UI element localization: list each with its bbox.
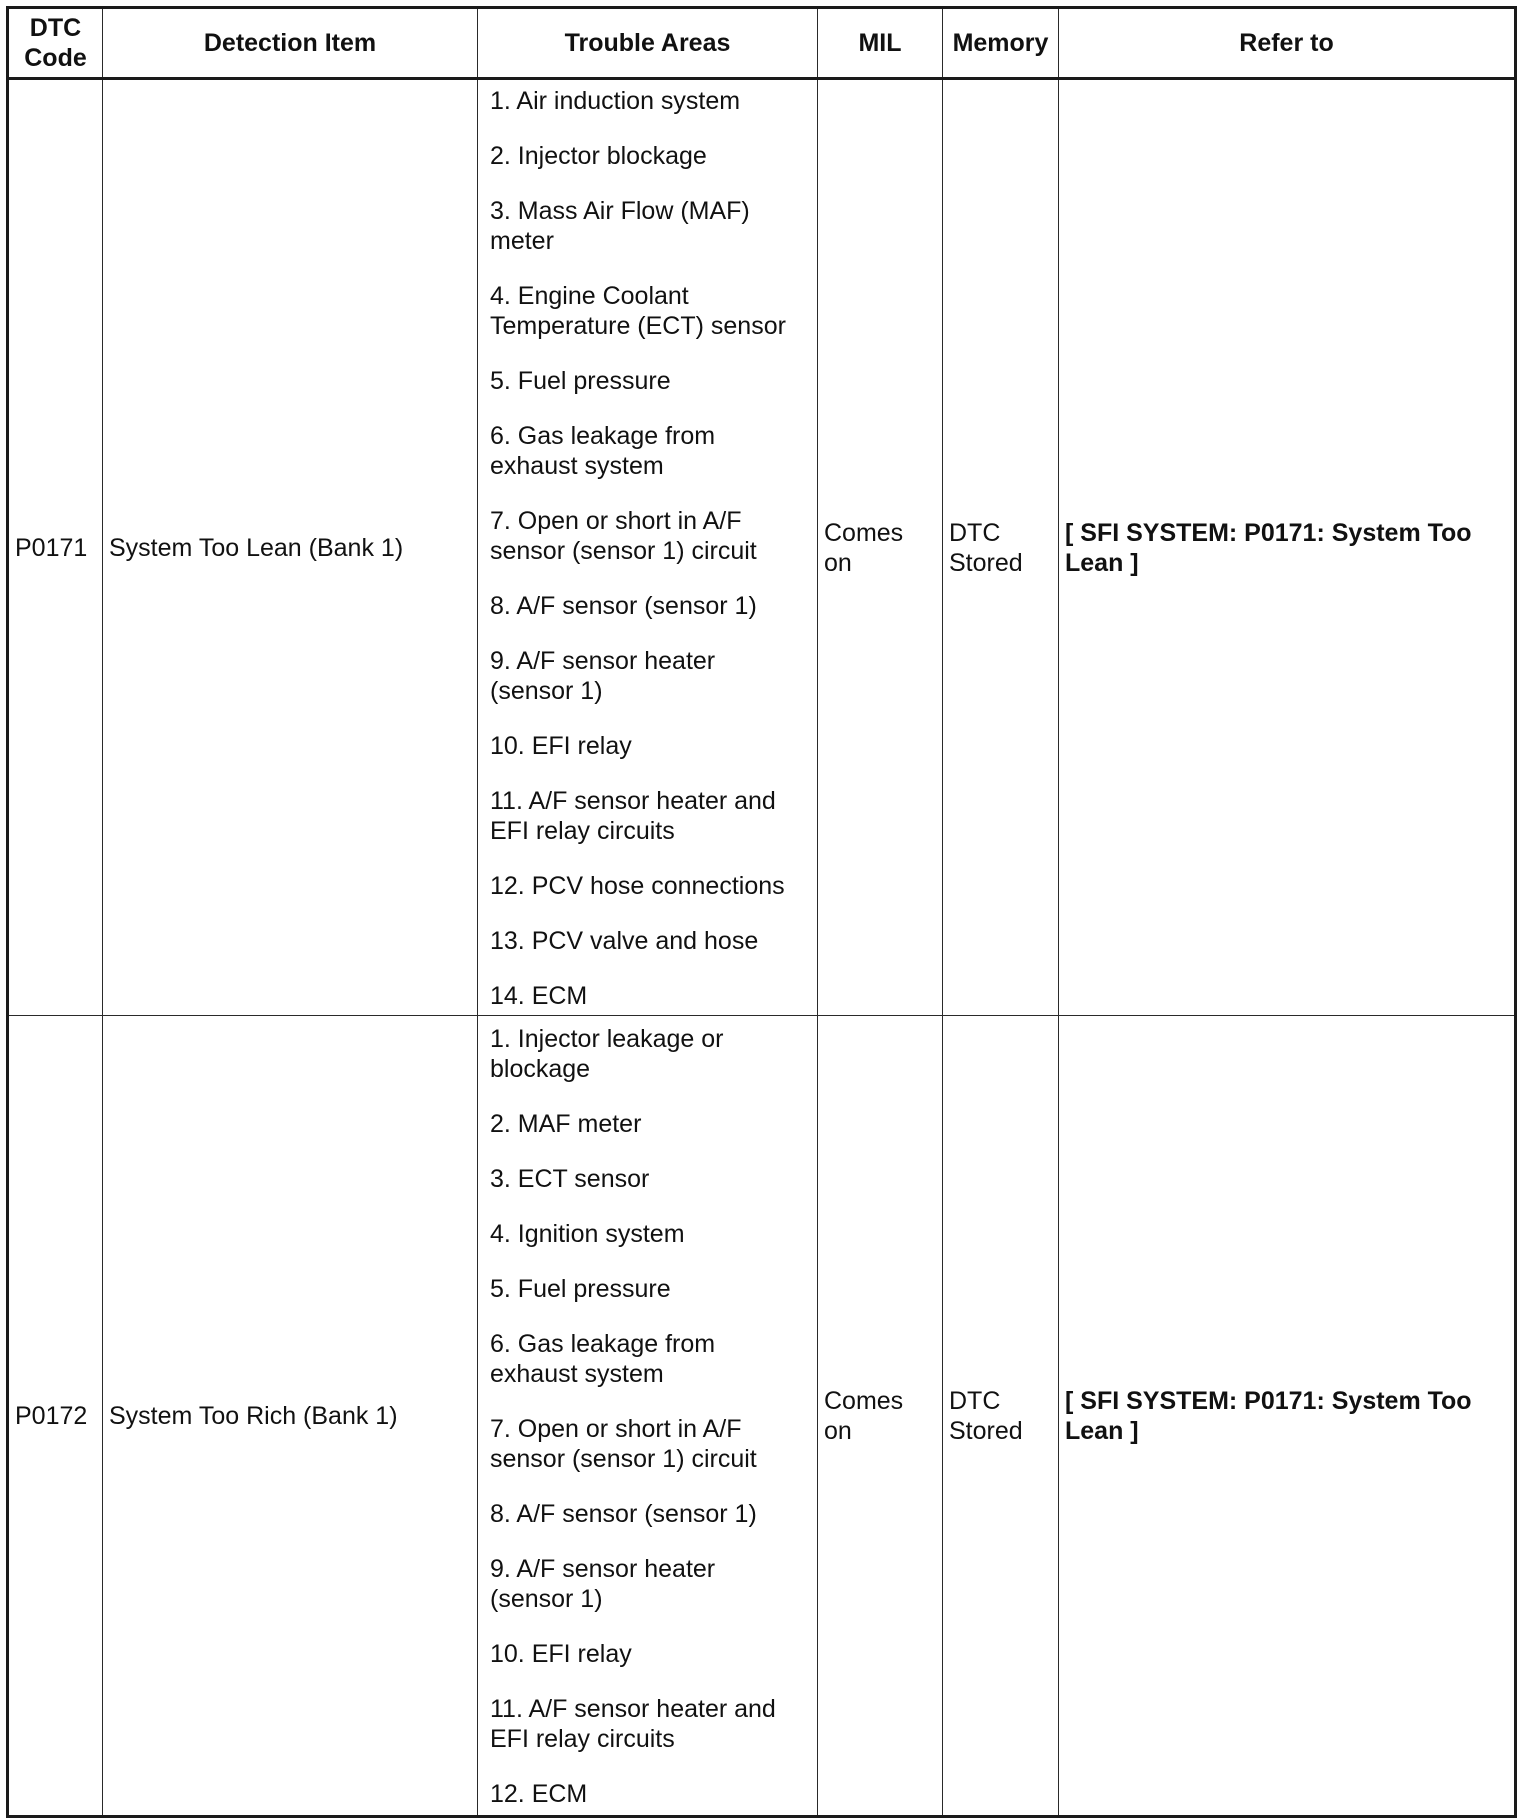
mil-cell: Comes on bbox=[818, 1016, 943, 1817]
trouble-area-item: 1. Injector leakage or blockage bbox=[490, 1024, 724, 1083]
header-row bbox=[8, 8, 1516, 79]
trouble-area-item: 4. Ignition system bbox=[490, 1219, 685, 1248]
header-refer-to: Refer to bbox=[1059, 8, 1516, 79]
trouble-area-item: 2. Injector blockage bbox=[490, 142, 707, 170]
trouble-area-item: 10. EFI relay bbox=[490, 1639, 632, 1668]
trouble-area-item: 8. A/F sensor (sensor 1) bbox=[490, 592, 757, 620]
mil-cell: Comes on bbox=[818, 79, 943, 1016]
trouble-areas-cell bbox=[478, 1016, 818, 1817]
trouble-area-item: 12. ECM bbox=[490, 1779, 588, 1808]
refer-to-link[interactable]: [ SFI SYSTEM: P0171: System Too Lean ] bbox=[1059, 1016, 1516, 1817]
trouble-area-item: 11. A/F sensor heater and EFI relay circuits bbox=[490, 787, 776, 845]
table-row bbox=[8, 1016, 1516, 1817]
trouble-area-item: 2. MAF meter bbox=[490, 1109, 642, 1138]
trouble-area-item: 13. PCV valve and hose bbox=[490, 927, 759, 955]
trouble-area-item: 14. ECM bbox=[490, 982, 588, 1010]
trouble-area-item: 12. PCV hose connections bbox=[490, 872, 785, 900]
refer-to-link[interactable]: [ SFI SYSTEM: P0171: System Too Lean ] bbox=[1059, 79, 1516, 1016]
trouble-area-item: 6. Gas leakage from exhaust system bbox=[490, 1329, 716, 1388]
trouble-areas-cell bbox=[478, 79, 818, 1016]
dtc-code-cell: P0172 bbox=[8, 1016, 103, 1817]
header-memory: Memory bbox=[943, 8, 1059, 79]
memory-cell: DTC Stored bbox=[943, 1016, 1059, 1817]
table-row bbox=[8, 79, 1516, 1016]
header-detection-item: Detection Item bbox=[103, 8, 478, 79]
trouble-area-item: 10. EFI relay bbox=[490, 732, 632, 760]
trouble-area-item: 6. Gas leakage from exhaust system bbox=[490, 422, 716, 480]
dtc-table bbox=[6, 6, 1517, 1818]
trouble-area-item: 7. Open or short in A/F sensor (sensor 1) circuit bbox=[490, 507, 757, 565]
detection-item-cell: System Too Rich (Bank 1) bbox=[103, 1016, 478, 1817]
trouble-area-item: 4. Engine Coolant Temperature (ECT) sensor bbox=[490, 282, 786, 340]
header-trouble-areas: Trouble Areas bbox=[478, 8, 818, 79]
trouble-area-item: 1. Air induction system bbox=[490, 87, 741, 115]
header-dtc-code: DTC Code bbox=[8, 8, 103, 79]
header-mil: MIL bbox=[818, 8, 943, 79]
trouble-area-item: 9. A/F sensor heater (sensor 1) bbox=[490, 647, 716, 705]
trouble-area-item: 8. A/F sensor (sensor 1) bbox=[490, 1499, 757, 1528]
trouble-area-item: 3. Mass Air Flow (MAF) meter bbox=[490, 197, 750, 255]
trouble-area-item: 9. A/F sensor heater (sensor 1) bbox=[490, 1554, 716, 1613]
trouble-area-item: 11. A/F sensor heater and EFI relay circuits bbox=[490, 1694, 776, 1753]
trouble-area-item: 3. ECT sensor bbox=[490, 1164, 650, 1193]
memory-cell: DTC Stored bbox=[943, 79, 1059, 1016]
trouble-area-item: 5. Fuel pressure bbox=[490, 367, 671, 395]
trouble-area-item: 5. Fuel pressure bbox=[490, 1274, 671, 1303]
detection-item-cell: System Too Lean (Bank 1) bbox=[103, 79, 478, 1016]
dtc-code-cell: P0171 bbox=[8, 79, 103, 1016]
trouble-area-item: 7. Open or short in A/F sensor (sensor 1) circuit bbox=[490, 1414, 757, 1473]
